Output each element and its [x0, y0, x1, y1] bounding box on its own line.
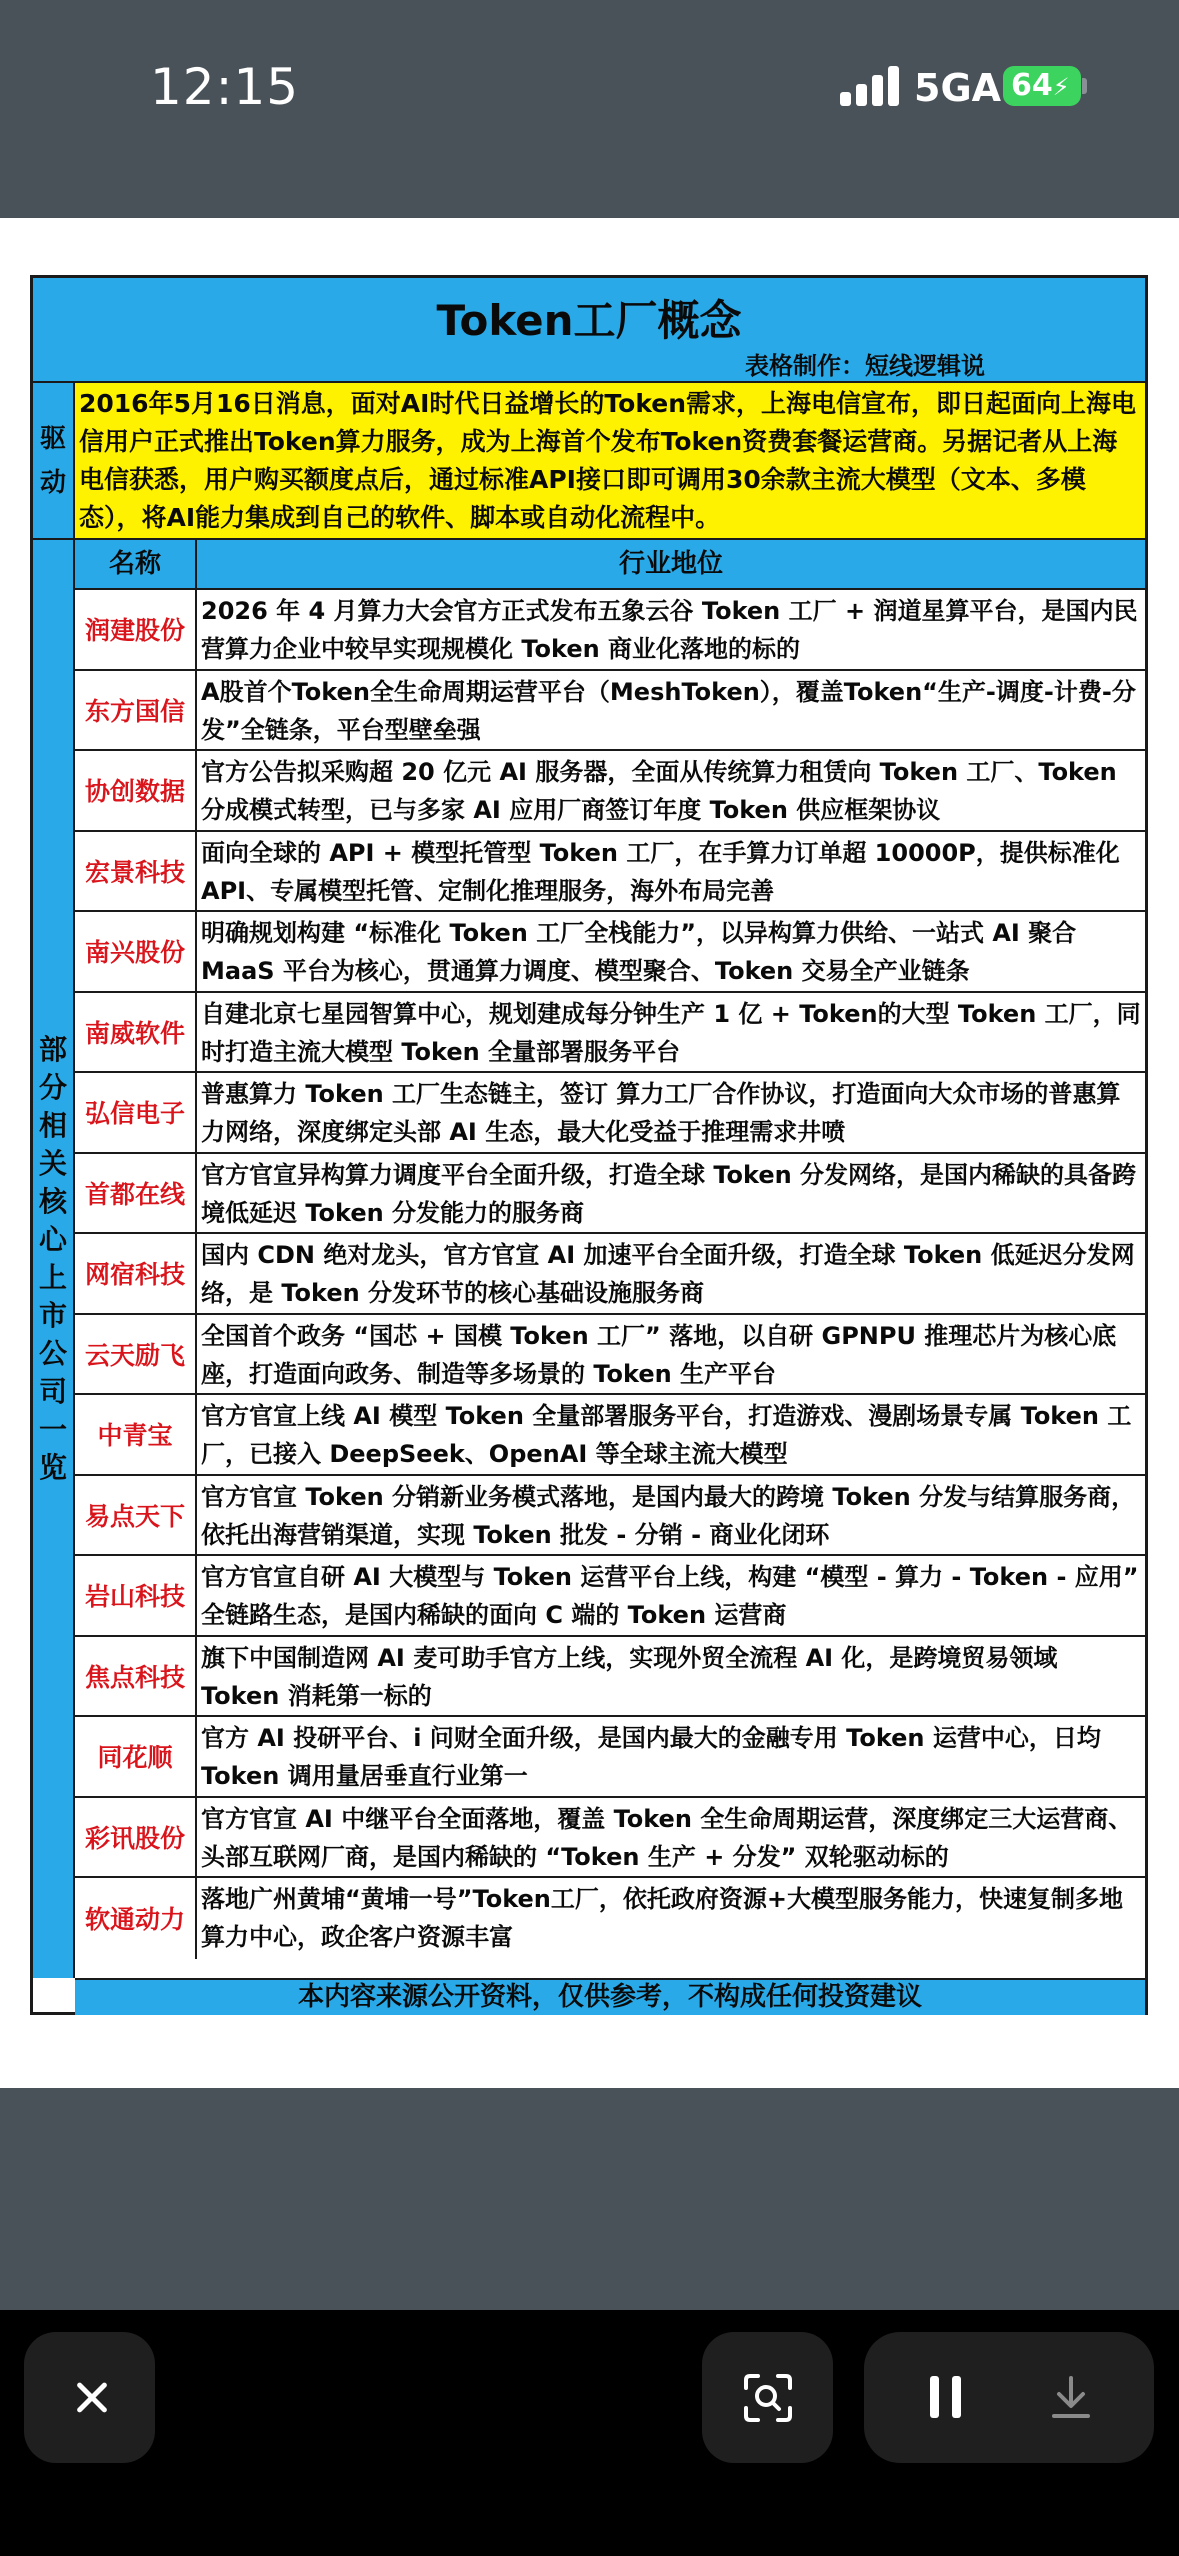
- company-name: 协创数据: [75, 751, 197, 830]
- company-desc: 官方官宣异构算力调度平台全面升级，打造全球 Token 分发网络，是国内稀缺的具备跨境低延迟 Token 分发能力的服务商: [201, 1160, 1137, 1227]
- table-row: [75, 993, 1145, 1074]
- table-row: [75, 671, 1145, 752]
- playback-controls: [864, 2332, 1154, 2463]
- company-name: 南威软件: [75, 993, 197, 1072]
- company-desc: 官方官宣 Token 分销新业务模式落地，是国内最大的跨境 Token 分发与结算服务商，依托出海营销渠道，实现 Token 批发 - 分销 - 商业化闭环: [201, 1482, 1136, 1549]
- network-type: 5GA: [914, 66, 1002, 110]
- table-title: Token工厂概念: [436, 296, 742, 345]
- side-label: 部 分 相 关 核 心 上 市 公 司 一 览: [33, 540, 75, 1978]
- clock: 12:15: [150, 58, 300, 116]
- company-name: 宏景科技: [75, 832, 197, 911]
- company-desc: 自建北京七星园智算中心，规划建成每分钟生产 1 亿 + Token的大型 Token 工厂，同时打造主流大模型 Token 全量部署服务平台: [201, 999, 1141, 1066]
- header-name: 名称: [75, 540, 197, 588]
- company-desc: 2026 年 4 月算力大会官方正式发布五象云谷 Token 工厂 + 润道星算平台，是国内民营算力企业中较早实现规模化 Token 商业化落地的标的: [201, 597, 1138, 663]
- table-row: [75, 1637, 1145, 1718]
- table-row: [75, 590, 1145, 671]
- scan-search-icon: [742, 2372, 794, 2424]
- company-desc: 普惠算力 Token 工厂生态链主，签订 算力工厂合作协议，打造面向大众市场的普惠算力网络，深度绑定头部 AI 生态，最大化受益于推理需求井喷: [201, 1080, 1121, 1146]
- company-name: 易点天下: [75, 1476, 197, 1555]
- signal-icon: [840, 66, 900, 106]
- download-icon[interactable]: [1046, 2372, 1096, 2422]
- table-row: [75, 1395, 1145, 1476]
- photo-view[interactable]: [0, 218, 1179, 2088]
- table-maker: 表格制作：短线逻辑说: [745, 352, 985, 380]
- company-desc: 官方公告拟采购超 20 亿元 AI 服务器，全面从传统算力租赁向 Token 工厂、Token 分成模式转型，已与多家 AI 应用厂商签订年度 Token 供应框架协议: [201, 758, 1117, 824]
- drive-text: 2016年5月16日消息，面对AI时代日益增长的Token需求，上海电信宣布，即日起面向上海电信用户正式推出Token算力服务，成为上海首个发布Token资费套餐运营商。另据记者从上海电信获悉，用户购买额度点后，通过标准API接口即可调用30余款主流大模型（文本、多模态），将AI能力集成到自己的软件、脚本或自动化流程中。: [75, 383, 1145, 540]
- company-desc: 明确规划构建 “标准化 Token 工厂全栈能力”，以异构算力供给、一站式 AI 聚合 MaaS 平台为核心，贯通算力调度、模型聚合、Token 交易全产业链条: [201, 919, 1077, 985]
- status-bar: [0, 0, 1179, 218]
- company-desc: 面向全球的 API + 模型托管型 Token 工厂，在手算力订单超 10000P，提供标准化 API、专属模型托管、定制化推理服务，海外布局完善: [201, 838, 1120, 905]
- company-name: 焦点科技: [75, 1637, 197, 1716]
- table-row: [75, 1073, 1145, 1154]
- company-desc: 落地广州黄埔“黄埔一号”Token工厂，依托政府资源+大模型服务能力，快速复制多地算力中心，政企客户资源丰富: [201, 1885, 1124, 1951]
- title-bar: [33, 278, 1145, 383]
- table-row: [75, 1717, 1145, 1798]
- company-desc: 全国首个政务 “国芯 + 国模 Token 工厂” 落地，以自研 GPNPU 推理芯片为核心底座，打造面向政务、制造等多场景的 Token 生产平台: [201, 1321, 1117, 1388]
- company-desc: 官方官宣自研 AI 大模型与 Token 运营平台上线，构建 “模型 - 算力 - Token - 应用” 全链路生态，是国内稀缺的面向 C 端的 Token 运营商: [201, 1563, 1139, 1629]
- company-desc: 官方官宣 AI 中继平台全面落地，覆盖 Token 全生命周期运营，深度绑定三大运营商、头部互联网厂商，是国内稀缺的 “Token 生产 + 分发” 双轮驱动标的: [201, 1804, 1133, 1871]
- company-name: 润建股份: [75, 590, 197, 669]
- table-rows: [75, 590, 1145, 1959]
- battery-icon: 64⚡: [1003, 66, 1081, 106]
- company-name: 同花顺: [75, 1717, 197, 1796]
- battery-tip: [1082, 78, 1087, 94]
- close-button[interactable]: [24, 2332, 155, 2463]
- table-row: [75, 1798, 1145, 1879]
- scan-search-button[interactable]: [702, 2332, 833, 2463]
- company-desc: 官方官宣上线 AI 模型 Token 全量部署服务平台，打造游戏、漫剧场景专属 Token 工厂，已接入 DeepSeek、OpenAI 等全球主流大模型: [201, 1402, 1132, 1468]
- company-name: 彩讯股份: [75, 1798, 197, 1877]
- company-desc: 国内 CDN 绝对龙头，官方官宣 AI 加速平台全面升级，打造全球 Token 低延迟分发网络，是 Token 分发环节的核心基础设施服务商: [201, 1241, 1135, 1307]
- company-name: 软通动力: [75, 1878, 197, 1959]
- table-row: [75, 751, 1145, 832]
- table-row: [75, 832, 1145, 913]
- table-row: [75, 1878, 1145, 1959]
- table-row: [75, 1476, 1145, 1557]
- company-name: 中青宝: [75, 1395, 197, 1474]
- company-name: 网宿科技: [75, 1234, 197, 1313]
- table-row: [75, 1556, 1145, 1637]
- table-row: [75, 912, 1145, 993]
- token-factory-table: [30, 275, 1148, 2015]
- company-name: 岩山科技: [75, 1556, 197, 1635]
- company-name: 南兴股份: [75, 912, 197, 991]
- disclaimer: 本内容来源公开资料，仅供参考，不构成任何投资建议: [75, 1978, 1145, 2015]
- drive-label: 驱 动: [33, 383, 75, 540]
- company-name: 首都在线: [75, 1154, 197, 1233]
- company-name: 弘信电子: [75, 1073, 197, 1152]
- table-row: [75, 1315, 1145, 1396]
- table-header: [75, 540, 1145, 590]
- company-name: 云天励飞: [75, 1315, 197, 1394]
- company-desc: 旗下中国制造网 AI 麦可助手官方上线，实现外贸全流程 AI 化，是跨境贸易领域 Token 消耗第一标的: [201, 1643, 1058, 1710]
- battery-level: 64: [1011, 68, 1053, 103]
- table-row: [75, 1234, 1145, 1315]
- table-row: [75, 1154, 1145, 1235]
- header-position: 行业地位: [618, 549, 723, 579]
- company-desc: A股首个Token全生命周期运营平台（MeshToken），覆盖Token“生产-调度-计费-分发”全链条，平台型壁垒强: [201, 677, 1136, 744]
- company-name: 东方国信: [75, 671, 197, 750]
- company-desc: 官方 AI 投研平台、i 问财全面升级，是国内最大的金融专用 Token 运营中心，日均 Token 调用量居垂直行业第一: [201, 1724, 1101, 1790]
